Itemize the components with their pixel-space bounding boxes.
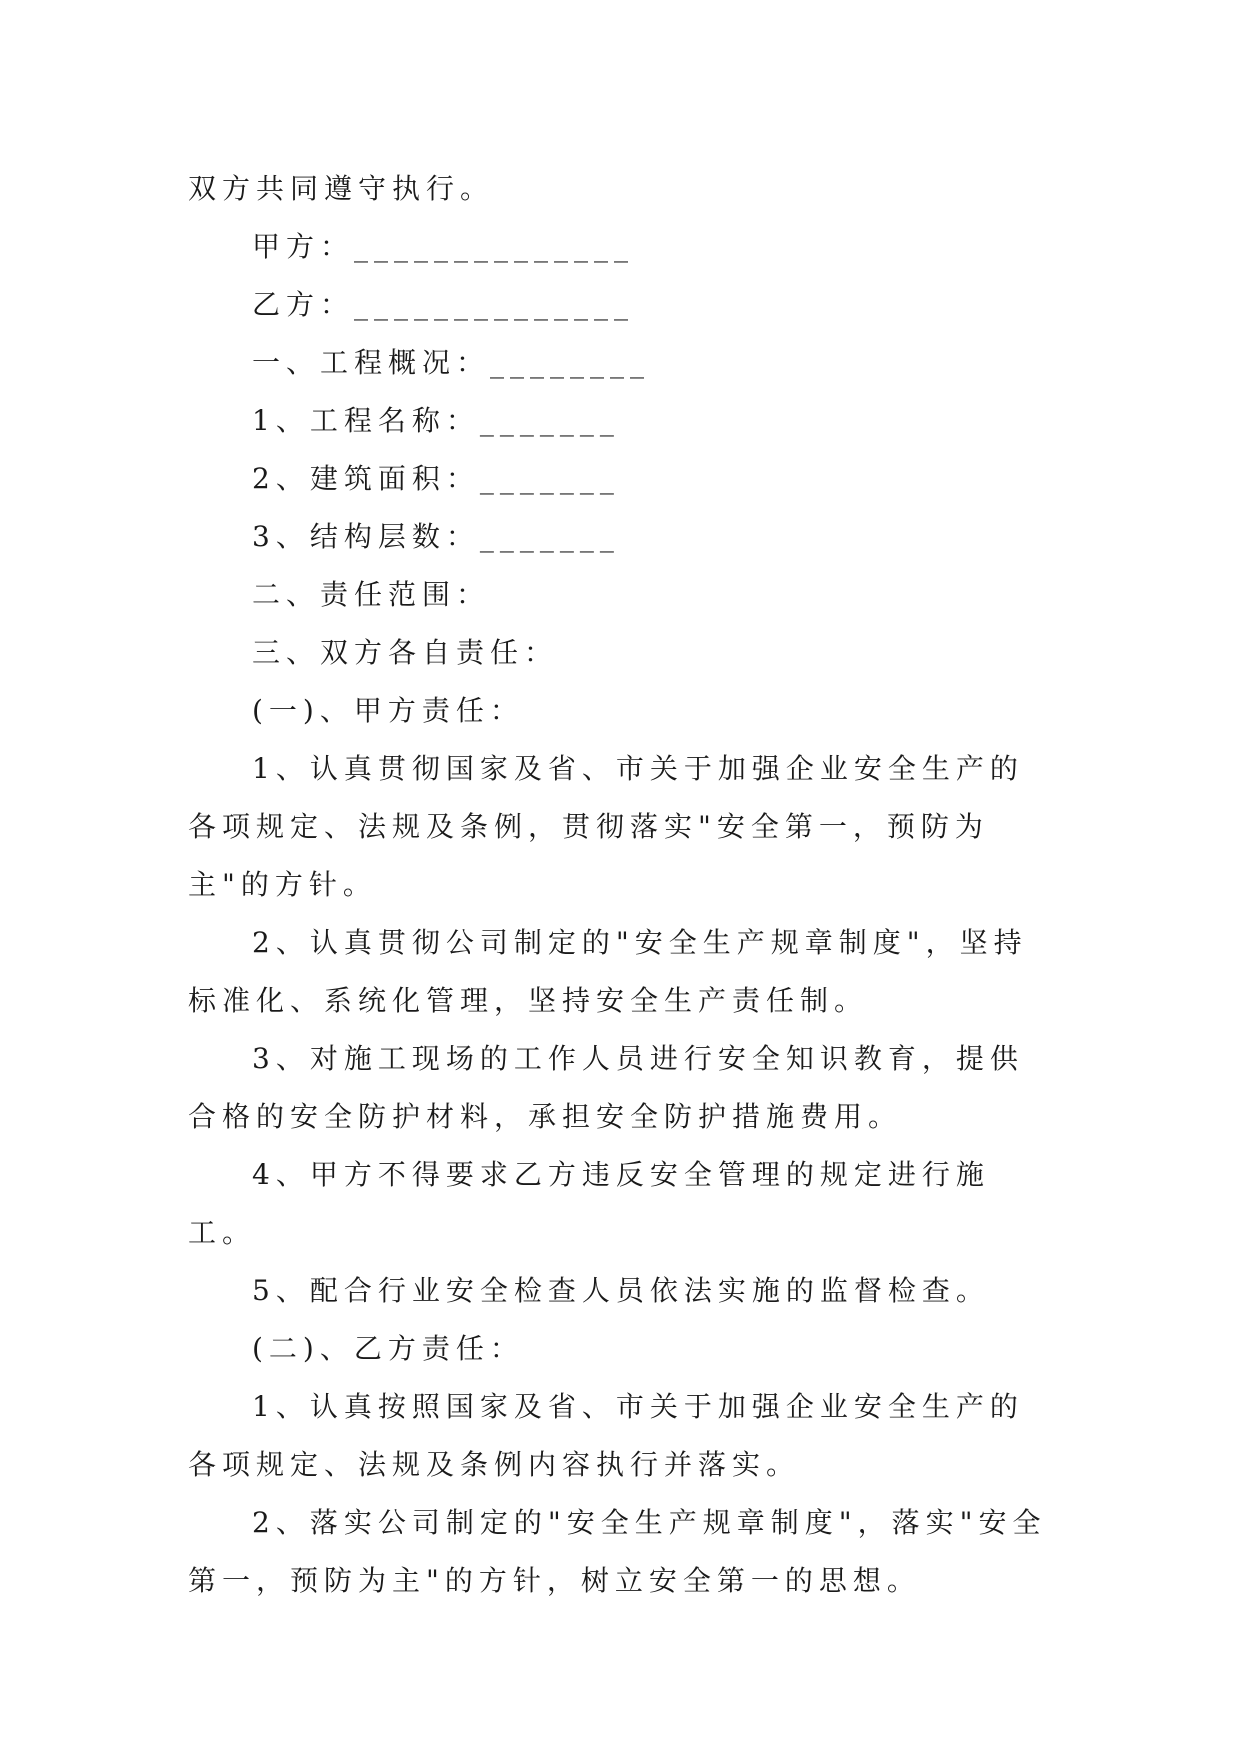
party-b-item-2: 2、落实公司制定的"安全生产规章制度"，落实"安全第一，预防为主"的方针，树立安全第一的思想。: [188, 1506, 1047, 1597]
section-heading-each-party-responsibility: 三、双方各自责任：: [252, 636, 559, 669]
project-name-line: 1、工程名称：_______: [252, 404, 620, 437]
subheading-party-a-responsibility: (一)、甲方责任：: [252, 694, 524, 727]
paragraph-continuation: 双方共同遵守执行。: [188, 172, 495, 205]
subheading-party-b-responsibility: (二)、乙方责任：: [252, 1332, 524, 1365]
party-a-line: 甲方：______________: [252, 230, 635, 263]
party-b-line: 乙方：______________: [252, 288, 635, 321]
section-heading-responsibility-scope: 二、责任范围：: [252, 578, 491, 611]
party-a-item-3: 3、对施工现场的工作人员进行安全知识教育，提供合格的安全防护材料，承担安全防护措施费用。: [188, 1042, 1024, 1133]
section-heading-project-overview: 一、工程概况：________: [252, 346, 651, 379]
structure-floors-line: 3、结构层数：_______: [252, 520, 620, 553]
party-a-item-5: 5、配合行业安全检查人员依法实施的监督检查。: [252, 1274, 990, 1307]
party-a-item-4: 4、甲方不得要求乙方违反安全管理的规定进行施工。: [188, 1158, 990, 1249]
party-a-item-2: 2、认真贯彻公司制定的"安全生产规章制度"，坚持标准化、系统化管理，坚持安全生产责任制。: [188, 926, 1028, 1017]
document-body: [188, 160, 1054, 1610]
party-a-item-1: 1、认真贯彻国家及省、市关于加强企业安全生产的各项规定、法规及条例，贯彻落实"安全第一，预防为主"的方针。: [188, 752, 1024, 901]
party-b-item-1: 1、认真按照国家及省、市关于加强企业安全生产的各项规定、法规及条例内容执行并落实。: [188, 1390, 1024, 1481]
building-area-line: 2、建筑面积：_______: [252, 462, 620, 495]
